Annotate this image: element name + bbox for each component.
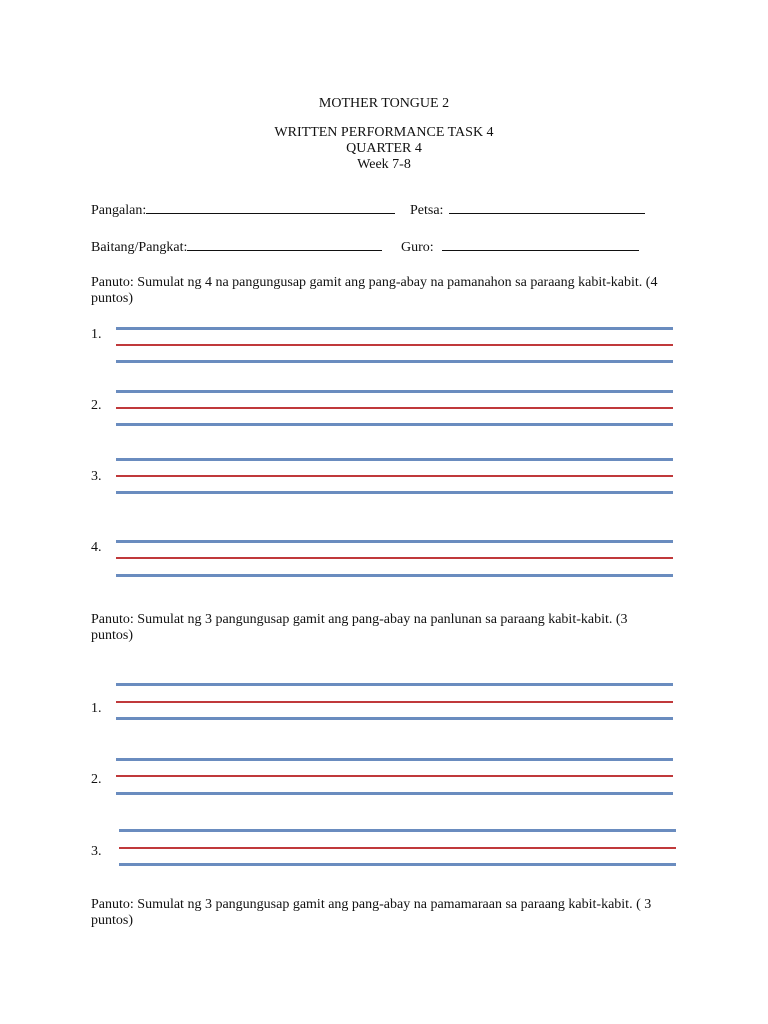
guide-line-middle	[116, 344, 673, 346]
item-number: 2.	[91, 398, 102, 413]
name-label: Pangalan:	[91, 203, 147, 218]
name-blank[interactable]	[146, 201, 395, 214]
instruction-1: Panuto: Sumulat ng 4 na pangungusap gamit ang pang-abay na pamanahon sa paraang kabit-kabit. (4 puntos)	[91, 275, 658, 306]
guide-line-middle	[116, 475, 673, 477]
item-number: 3.	[91, 469, 102, 484]
task-title: WRITTEN PERFORMANCE TASK 4	[274, 125, 494, 140]
item-number: 1.	[91, 327, 102, 342]
teacher-label: Guro:	[401, 240, 434, 255]
date-label: Petsa:	[410, 203, 444, 218]
instruction-2: Panuto: Sumulat ng 3 pangungusap gamit ang pang-abay na panlunan sa paraang kabit-kabit. (3 puntos)	[91, 612, 628, 643]
guide-line-top	[116, 758, 673, 761]
guide-line-top	[116, 390, 673, 393]
date-blank[interactable]	[449, 201, 645, 214]
week-title: Week 7-8	[357, 157, 411, 172]
guide-line-bottom	[116, 491, 673, 494]
grade-blank[interactable]	[187, 238, 382, 251]
guide-line-top	[116, 327, 673, 330]
guide-line-bottom	[116, 574, 673, 577]
grade-label: Baitang/Pangkat:	[91, 240, 188, 255]
quarter-title: QUARTER 4	[346, 141, 422, 156]
teacher-blank[interactable]	[442, 238, 639, 251]
guide-line-middle	[119, 847, 676, 849]
item-number: 3.	[91, 844, 102, 859]
guide-line-top	[119, 829, 676, 832]
guide-line-bottom	[116, 423, 673, 426]
instruction-3: Panuto: Sumulat ng 3 pangungusap gamit ang pang-abay na pamamaraan sa paraang kabit-kabit. ( 3 puntos)	[91, 897, 652, 928]
guide-line-bottom	[116, 717, 673, 720]
guide-line-top	[116, 540, 673, 543]
guide-line-middle	[116, 557, 673, 559]
guide-line-middle	[116, 701, 673, 703]
guide-line-middle	[116, 407, 673, 409]
guide-line-top	[116, 458, 673, 461]
subject-title: MOTHER TONGUE 2	[318, 96, 450, 111]
name-field[interactable]	[91, 201, 395, 219]
date-field[interactable]	[410, 201, 645, 219]
teacher-field[interactable]	[401, 238, 639, 256]
item-number: 1.	[91, 701, 102, 716]
item-number: 4.	[91, 540, 102, 555]
guide-line-middle	[116, 775, 673, 777]
guide-line-top	[116, 683, 673, 686]
guide-line-bottom	[116, 360, 673, 363]
guide-line-bottom	[116, 792, 673, 795]
grade-field[interactable]	[91, 238, 382, 256]
guide-line-bottom	[119, 863, 676, 866]
item-number: 2.	[91, 772, 102, 787]
